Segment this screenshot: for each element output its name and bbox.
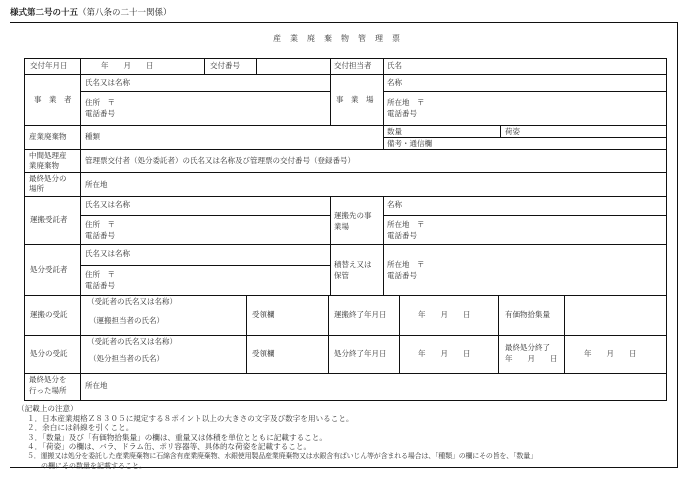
transport-acceptor-name-field[interactable]: （受託者の氏名又は名称）	[87, 297, 177, 306]
disposal-end-date-label: 処分終了年月日	[334, 349, 387, 358]
disposal-contractor-name-field[interactable]: 氏名又は名称	[85, 249, 130, 258]
col-line	[399, 295, 400, 373]
transport-receipt-field[interactable]: 受領欄	[252, 310, 275, 319]
destination-name-field[interactable]: 名称	[387, 200, 402, 209]
operator-address-field[interactable]: 住所 〒	[85, 98, 115, 107]
col-line	[383, 196, 384, 295]
row-line	[24, 172, 666, 173]
note-item: ４．「荷姿」の欄は、バラ、ドラム缶、ポリ容器等、具体的な荷姿を記載すること。	[27, 442, 312, 452]
disposal-acceptor-name-field[interactable]: （受託者の氏名又は名称）	[87, 337, 177, 346]
row-line	[80, 265, 330, 266]
row-line	[24, 196, 666, 197]
transport-contractor-address-field[interactable]: 住所 〒	[85, 220, 115, 229]
destination-location-field[interactable]: 所在地 〒	[387, 220, 425, 229]
destination-phone-field[interactable]: 電話番号	[387, 231, 417, 240]
row-line	[24, 373, 666, 374]
intermediate-waste-label-1: 中間処理産	[29, 151, 67, 160]
row-line	[383, 215, 666, 216]
transshipment-location-field[interactable]: 所在地 〒	[387, 260, 425, 269]
entry-notes	[17, 404, 537, 471]
row-line	[24, 335, 666, 336]
transshipment-label-2: 保管	[334, 271, 349, 280]
note-item: ３．「数量」及び「有価物拾集量」の欄は、重量又は体積を単位とともに記載すること。	[27, 432, 327, 442]
transport-person-name-field[interactable]: （運搬担当者の氏名）	[89, 316, 164, 325]
issue-date-label: 交付年月日	[30, 61, 68, 70]
final-disposal-end-date-field[interactable]: 年 月 日	[584, 349, 637, 358]
col-line	[328, 295, 329, 373]
col-line	[498, 295, 499, 373]
col-line	[383, 58, 384, 149]
col-line	[330, 196, 331, 295]
final-disposal-done-label-1: 最終処分を	[29, 375, 67, 384]
transport-destination-label-2: 業場	[334, 222, 349, 231]
disposal-acceptance-label: 処分の受託	[30, 349, 68, 358]
disposal-contractor-phone-field[interactable]: 電話番号	[85, 281, 115, 290]
intermediate-waste-field[interactable]: 管理票交付者（処分委託者）の氏名又は名称及び管理票の交付番号（登録番号）	[85, 156, 355, 165]
form-id-heading	[10, 8, 172, 18]
transport-contractor-phone-field[interactable]: 電話番号	[85, 231, 115, 240]
waste-packaging-field[interactable]: 荷姿	[505, 127, 520, 136]
waste-quantity-field[interactable]: 数量	[387, 127, 402, 136]
site-name-field[interactable]: 名称	[387, 78, 402, 87]
transport-contractor-name-field[interactable]: 氏名又は名称	[85, 200, 130, 209]
site-phone-field[interactable]: 電話番号	[387, 109, 417, 118]
operator-phone-field[interactable]: 電話番号	[85, 109, 115, 118]
col-line	[80, 58, 81, 400]
remarks-field[interactable]: 備考・通信欄	[387, 139, 432, 148]
final-disposal-done-location-field[interactable]: 所在地	[85, 381, 108, 390]
row-line	[383, 137, 666, 138]
form-id: 様式第二号の十五	[10, 8, 79, 18]
col-line	[204, 58, 205, 74]
disposal-contractor-address-field[interactable]: 住所 〒	[85, 270, 115, 279]
intermediate-waste-label-2: 業廃棄物	[29, 161, 59, 170]
outer-frame-right	[677, 22, 678, 468]
note-item: ２．余白には斜線を引くこと。	[27, 423, 134, 433]
final-disposal-location-field[interactable]: 所在地	[85, 180, 108, 189]
col-line	[246, 295, 247, 373]
issue-officer-name-field[interactable]: 氏名	[387, 61, 402, 70]
notes-heading: （記載上の注意）	[17, 404, 78, 413]
transport-contractor-label: 運搬受託者	[30, 215, 68, 224]
row-line	[383, 91, 666, 92]
business-operator-label: 事 業 者	[34, 95, 72, 104]
disposal-person-name-field[interactable]: （処分担当者の氏名）	[89, 354, 164, 363]
operator-name-field[interactable]: 氏名又は名称	[85, 78, 130, 87]
row-line	[80, 91, 330, 92]
disposal-receipt-field[interactable]: 受領欄	[252, 349, 275, 358]
transshipment-phone-field[interactable]: 電話番号	[387, 271, 417, 280]
transport-destination-label-1: 運搬先の事	[334, 211, 372, 220]
final-disposal-place-label-1: 最終処分の	[29, 174, 67, 183]
col-line	[330, 58, 331, 125]
row-line	[24, 125, 666, 126]
site-location-field[interactable]: 所在地 〒	[387, 98, 425, 107]
note-item: の欄にその数量を記載すること。	[27, 461, 146, 470]
disposal-end-date-field[interactable]: 年 月 日	[418, 349, 471, 358]
issue-number-field[interactable]	[257, 59, 329, 73]
col-line	[500, 125, 501, 137]
form-reference: （第八条の二十一関係）	[78, 8, 172, 18]
final-disposal-done-label-2: 行った場所	[29, 386, 67, 395]
valuables-collected-field[interactable]	[565, 296, 665, 334]
row-line	[24, 149, 666, 150]
issue-number-label: 交付番号	[210, 61, 240, 70]
transshipment-label-1: 積替え又は	[334, 260, 372, 269]
disposal-contractor-label: 処分受託者	[30, 265, 68, 274]
final-disposal-end-label-1: 最終処分終了	[505, 343, 550, 352]
issue-officer-label: 交付担当者	[334, 61, 372, 70]
note-item: １．日本産業規格Ｚ８３０５に規定する８ポイント以上の大きさの文字及び数字を用いること。	[27, 413, 354, 423]
valuables-collected-label: 有価物拾集量	[505, 310, 550, 319]
outer-frame-top	[10, 22, 677, 23]
row-line	[80, 215, 330, 216]
row-line	[24, 74, 666, 75]
note-item: ５．運搬又は処分を委託した産業廃棄物に石綿含有産業廃棄物、水銀使用製品産業廃棄物又は水銀含有ばいじん等が含まれる場合は、「種類」の欄にその旨を、「数量」	[27, 451, 537, 460]
row-line	[24, 244, 666, 245]
final-disposal-place-label-2: 場所	[29, 184, 44, 193]
final-disposal-end-label-2: 年 月 日	[505, 354, 558, 363]
industrial-waste-label: 産業廃棄物	[29, 132, 67, 141]
transport-end-date-field[interactable]: 年 月 日	[418, 310, 471, 319]
transport-end-date-label: 運搬終了年月日	[334, 310, 387, 319]
waste-type-field[interactable]: 種類	[85, 132, 100, 141]
transport-acceptance-label: 運搬の受託	[30, 310, 68, 319]
document-title: 産業廃棄物管理票	[273, 34, 409, 43]
business-site-label: 事 業 場	[336, 95, 374, 104]
issue-date-field[interactable]: 年 月 日	[101, 61, 154, 70]
